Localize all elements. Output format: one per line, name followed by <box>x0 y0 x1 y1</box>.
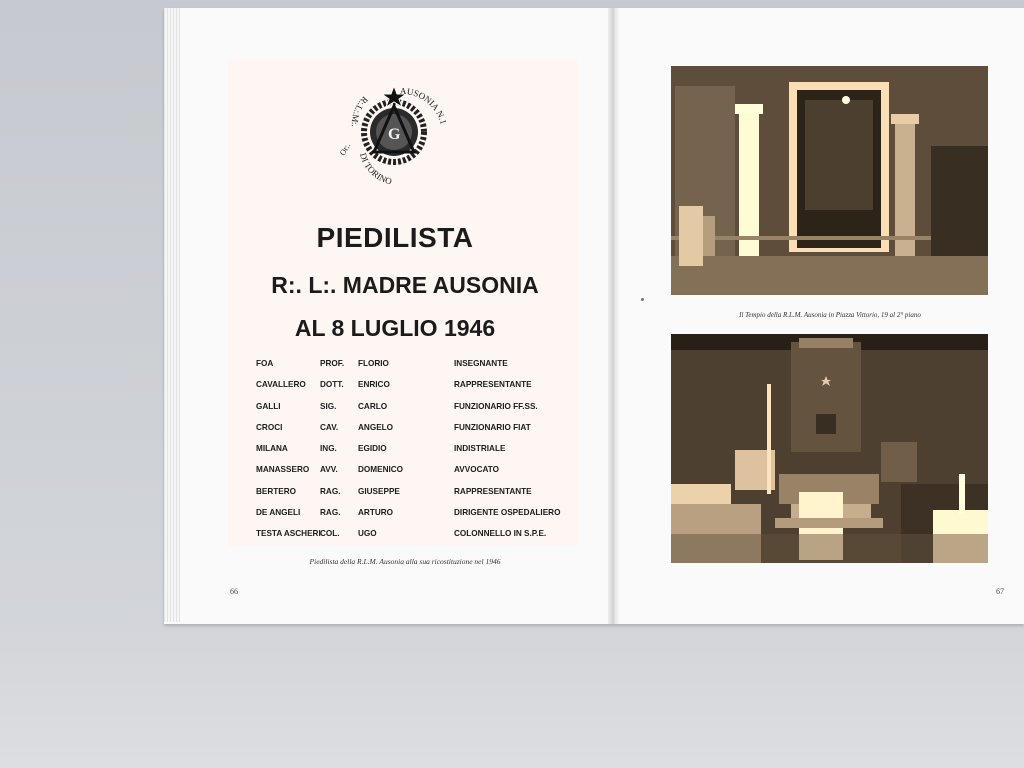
member-profession: INDISTRIALE <box>454 444 506 453</box>
seal-text-top-right: AUSONIA N.1 <box>399 85 449 126</box>
member-profession: RAPPRESENTANTE <box>454 486 532 496</box>
member-name: GIUSEPPE <box>358 486 400 496</box>
page-number-left: 66 <box>230 587 238 596</box>
member-surname: MANASSERO <box>256 465 310 475</box>
lodge-name: R:. L:. MADRE AUSONIA <box>271 272 539 298</box>
member-name: UGO <box>358 529 377 538</box>
seal-center-letter: G <box>388 126 401 143</box>
page-number-right: 67 <box>996 587 1004 596</box>
member-name: DOMENICO <box>358 465 404 475</box>
member-surname: CROCI <box>256 422 283 432</box>
roster-row <box>256 355 576 376</box>
member-name: FLORIO <box>358 359 389 368</box>
roster-row <box>256 419 576 440</box>
member-title: COL. <box>320 529 340 538</box>
temple-interior-photo <box>671 334 988 563</box>
member-title: PROF. <box>320 359 345 368</box>
member-surname: DE ANGELI <box>256 507 301 517</box>
member-name: ANGELO <box>358 422 394 432</box>
roster-row <box>256 504 576 525</box>
seal-text-top-left: R:.L:.M:. <box>349 94 370 127</box>
member-title: RAG. <box>320 507 341 517</box>
member-profession: DIRIGENTE OSPEDALIERO <box>454 507 561 517</box>
member-title: ING. <box>320 444 337 453</box>
member-title: RAG. <box>320 486 341 496</box>
roster-row <box>256 376 576 397</box>
member-title: CAV. <box>320 422 339 432</box>
member-name: ENRICO <box>358 380 390 390</box>
member-surname: CAVALLERO <box>256 380 306 390</box>
member-name: CARLO <box>358 401 388 411</box>
member-surname: FOA <box>256 359 274 368</box>
figure-caption-left: Piedilista della R.L.M. Ausonia alla sua ricostituzione nel 1946 <box>309 557 501 566</box>
scanner-bed <box>0 628 1024 768</box>
member-profession: COLONNELLO IN S.P.E. <box>454 529 547 538</box>
member-profession: AVVOCATO <box>454 465 500 475</box>
member-roster <box>256 355 576 546</box>
member-profession: FUNZIONARIO FF.SS. <box>454 401 538 411</box>
seal-text-left: Or:. <box>337 141 353 157</box>
member-title: AVV. <box>320 465 338 475</box>
page-edges <box>164 8 180 622</box>
member-surname: MILANA <box>256 444 288 453</box>
member-name: ARTURO <box>358 507 394 517</box>
roster-row <box>256 461 576 482</box>
member-surname: BERTERO <box>256 486 297 496</box>
temple-entrance-photo <box>671 66 988 295</box>
member-title: SIG. <box>320 401 337 411</box>
roster-date: AL 8 LUGLIO 1946 <box>294 315 496 341</box>
member-name: EGIDIO <box>358 444 387 453</box>
member-profession: FUNZIONARIO FIAT <box>454 422 531 432</box>
member-title: DOTT. <box>320 380 344 390</box>
figure-caption-right: Il Tempio della R.L.M. Ausonia in Piazza Vittorio, 19 al 2° piano <box>739 311 921 319</box>
page-title: PIEDILISTA <box>316 222 474 253</box>
roster-row <box>256 440 576 461</box>
member-surname: TESTA ASCHERI <box>256 529 321 538</box>
lodge-seal-icon <box>330 72 460 196</box>
member-profession: INSEGNANTE <box>454 359 508 368</box>
seal-text-bottom: DI TORINO <box>357 151 393 187</box>
roster-row <box>256 398 576 419</box>
member-profession: RAPPRESENTANTE <box>454 380 532 390</box>
book-gutter <box>608 8 620 624</box>
scan-speck <box>641 298 644 301</box>
roster-row <box>256 525 576 546</box>
roster-row <box>256 483 576 504</box>
member-surname: GALLI <box>256 401 281 411</box>
